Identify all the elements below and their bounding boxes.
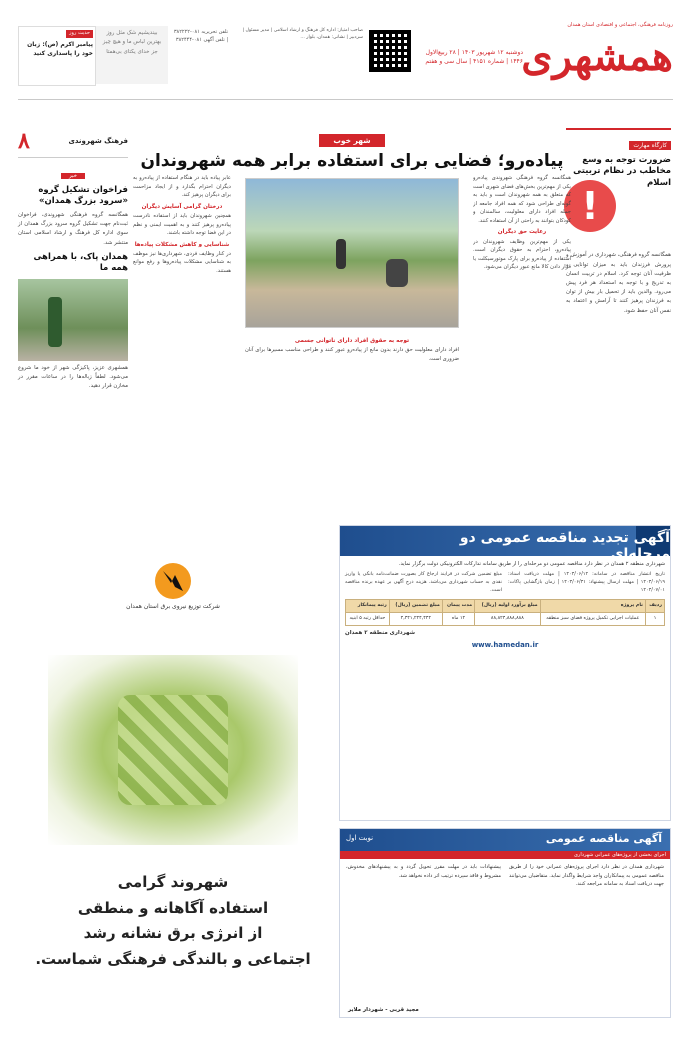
contact-phones: تلفن تحریریه ۰۸۱-۳۸۲۲۲۲ | تلفن آگهی ۰۸۱-۳۸۲۴۴۴: [173, 29, 228, 43]
left-news-tag: [18, 162, 128, 181]
public-tender-title: آگهی مناقصه عمومی: [545, 832, 662, 845]
tender-title: آگهی تجدید مناقصه عمومی دو مرحله‌ای: [459, 530, 670, 562]
tender-table: [345, 599, 665, 626]
sidewalk-photo: [245, 178, 459, 328]
article-column-2: [133, 174, 231, 500]
masthead: [18, 18, 673, 100]
public-tender-body: [340, 859, 670, 893]
td-row: ۱: [645, 612, 664, 625]
public-tender-notice: [339, 828, 671, 1018]
main-kicker-label: شهر خوب: [319, 134, 384, 147]
left-section-title: فرهنگ شهروندی: [68, 137, 128, 145]
article-column-1: [473, 174, 571, 500]
public-tender-subtitle: اجرای بخشی از پروژه‌های عمرانی شهرداری: [340, 851, 670, 859]
article-col2-text: عابر پیاده باید در هنگام استفاده از پیاده‌رو به دیگران احترام بگذارد و از ایجاد مزاحمت برای دیگران پرهیز کند.: [133, 175, 231, 199]
municipality-url[interactable]: www.hamedan.ir: [471, 640, 539, 649]
td-guarantee: ۴,۴۴۱,۲۴۴,۴۴۴: [389, 612, 442, 625]
main-kicker: [133, 128, 571, 147]
table-row: [346, 612, 665, 625]
th-guarantee: مبلغ تضمین (ریال): [389, 599, 442, 612]
article-col1-subhead: رعایت حق دیگران: [497, 229, 547, 236]
tender-table-header: [346, 599, 665, 612]
electricity-slogan: [18, 870, 328, 972]
left-section-header: [18, 128, 128, 158]
th-estimate: مبلغ برآورد اولیه (ریال): [475, 599, 541, 612]
article-col3-text: افراد دارای معلولیت حق دارند بدون مانع از پیاده‌رو عبور کنند و طراحی مناسب مسیرها برای آنان ضروری است.: [245, 347, 459, 362]
tender-columns: [345, 571, 665, 595]
tender-body: [340, 556, 670, 655]
power-logo-icon: [155, 563, 191, 599]
public-tender-col-a: شهرداری همدان در نظر دارد اجرای پروژه‌های عمرانی خود را از طریق مناقصه عمومی به پیمانکاران واجد شرایط واگذار نماید. متقاضیان می‌توانند جهت دریافت اسناد به سامانه مراجعه کنند.: [509, 864, 664, 887]
td-project: عملیات اجرایی تکمیل پروژه فضای سبز منطقه: [540, 612, 645, 625]
public-tender-col-b: پیشنهادات باید در مهلت مقرر تحویل گردد و به پیشنهادهای مخدوش، مشروط و فاقد سپرده ترتیب اثر داده نخواهد شد.: [346, 864, 501, 879]
article-col4-subhead: شناسایی و کاهش مشکلات پیاده‌ها: [134, 241, 230, 248]
street-cleaner-photo: [18, 279, 128, 361]
tender-col-a: تاریخ انتشار مناقصه در سامانه: ۱۴۰۳/۰۶/۱۲ | مهلت دریافت اسناد: ۱۴۰۳/۰۶/۱۹ | مهلت ارسال پیشنهاد: ۱۴۰۳/۰۶/۳۱ | زمان بازگشایی پاکات: ۱۴۰۳/۰۷/۰۱: [508, 571, 665, 594]
left-headline-2: همدان پاک، با همراهی همه ما: [33, 251, 128, 274]
slogan-line-2: استفاده آگاهانه و منطقی: [77, 898, 269, 917]
tender-notice: [339, 525, 671, 821]
right-column: [566, 128, 671, 500]
exclamation-icon: !: [564, 180, 616, 232]
slogan-line-1: شهروند گرامی: [117, 873, 229, 891]
company-name: شرکت توزیع نیروی برق استان همدان: [126, 603, 220, 610]
article-col2-more: همچنین شهروندان باید از استفاده نادرست پیاده‌رو پرهیز کنند و به اهمیت ایمنی و نظم در این فضا توجه داشته باشند.: [133, 212, 231, 237]
issue-date: دوشنبه ۱۲ شهریور ۱۴۰۳ | ۲۸ ربیع‌الاول ۱۴۴۶ | شماره ۴۱۵۱ | سال سی و هفتم: [425, 49, 523, 65]
tender-col-b: مبلغ تضمین شرکت در فرایند ارجاع کار بصورت ضمانت‌نامه بانکی یا واریز نقدی به حساب شهرداری می‌باشد. هزینه درج آگهی بر عهده برنده مناقصه است.: [345, 571, 502, 594]
electricity-ad-top: [18, 525, 328, 865]
th-row: ردیف: [645, 599, 664, 612]
tender-header: [340, 526, 670, 562]
main-article: [133, 128, 571, 500]
right-article-title: ضرورت توجه به وسع مخاطب در نظام تربیتی اسلام: [573, 155, 671, 188]
td-duration: ۱۲ ماه: [442, 612, 474, 625]
td-rank: حداقل رتبه ۵ ابنیه: [346, 612, 390, 625]
article-col4-text: در کنار وظایف فردی، شهرداری‌ها نیز موظف به شناسایی مشکلات پیاده‌روها و رفع موانع هستند.: [133, 250, 231, 275]
company-logo: [118, 563, 228, 633]
tender-signoff: شهرداری منطقه ۲ همدان: [345, 629, 416, 636]
td-estimate: ۸۸,۸۲۴,۸۸۸,۸۸۸: [475, 612, 541, 625]
qr-code-icon: [369, 30, 411, 72]
tender-intro: شهرداری منطقه ۲ همدان در نظر دارد مناقصه عمومی دو مرحله‌ای را از طریق سامانه تدارکات الکترونیکی دولت برگزار نماید.: [398, 561, 665, 567]
right-article-body: همگانسه گروه فرهنگی، شهرداری در آموزش و پرورش فرزندان باید به میزان توانایی و ظرفیت آنان توجه کرد. اسلام در تربیت انسان به تدریج و با توجه به استعداد هر فرد پیش می‌رود. والدین باید از تحمیل بار بیش از توان به فرزندان پرهیز کنند تا آرامش و اعتماد به نفس آنان حفظ شود.: [566, 252, 671, 314]
article-col1-text: همگانسه گروه فرهنگی شهروندی پیاده‌رو یکی از مهم‌ترین بخش‌های فضای شهری است که متعلق به همه شهروندان است و باید به گونه‌ای طراحی شود که همه افراد جامعه از جمله افراد دارای معلولیت، سالمندان و کودکان بتوانند به راحتی از آن استفاده کنند.: [473, 175, 571, 224]
right-section-tag: کارگاه مهارت: [629, 141, 671, 150]
article-col3-subhead: توجه به حقوق افراد دارای ناتوانی جسمی: [294, 338, 410, 344]
newspaper-logo: همشهری: [521, 32, 673, 80]
public-tender-footer: مجید قربی - شهردار ملایر: [348, 1007, 419, 1013]
left-body-1: همگانسه گروه فرهنگی شهروندی، فراخوان ثبت‌نام جهت تشکیل گروه سرود بزرگ همدان از سوی اداره کل فرهنگ و ارشاد اسلامی استان منتشر شد.: [18, 211, 128, 246]
left-column: [18, 128, 128, 500]
slogan-line-3: از انرژی برق نشانه رشد: [83, 924, 263, 942]
left-headline-1: فراخوان تشکیل گروه «سرود بزرگ همدان»: [38, 185, 128, 207]
page-number: ۸: [18, 128, 30, 154]
public-tender-header: [340, 829, 670, 851]
electricity-ad: [18, 525, 328, 1018]
slogan-line-4: اجتماعی و بالندگی فرهنگی شماست.: [35, 949, 311, 968]
left-news-tag-label: خبر: [61, 173, 85, 179]
hadith-box: [18, 26, 96, 86]
logo-subtitle: روزنامه فرهنگی، اجتماعی و اقتصادی استان همدان: [567, 22, 673, 28]
th-rank: رتبه پیمانکار: [346, 599, 390, 612]
article-column-3: [245, 334, 459, 500]
main-headline: پیاده‌رو؛ فضایی برای استفاده برابر همه شهروندان: [140, 151, 564, 171]
th-project: نام پروژه: [540, 599, 645, 612]
left-body-2: همشهری عزیز، پاکیزگی شهر از خود ما شروع می‌شود. لطفاً زباله‌ها را در ساعات مقرر در مخازن قرار دهید.: [18, 364, 128, 389]
mast-quote: بیندیشیم شک مثل روز بهترین لباس ما و هیچ چیز جز خدای یکتای بی‌همتا: [96, 26, 168, 84]
article-col2-subhead: درختان گرامی آسایش دیگران: [141, 203, 223, 210]
main-article-body: [133, 174, 571, 500]
article-col1-more: یکی از مهم‌ترین وظایف شهروندان در پیاده‌رو، احترام به حقوق دیگران است. استفاده از پیاده‌رو برای پارک موتورسیکلت یا قرار دادن کالا مانع عبور دیگران می‌شود.: [473, 238, 571, 271]
hadith-tag: حدیث روز: [66, 30, 93, 38]
th-duration: مدت پیمان: [442, 599, 474, 612]
logo-block: [523, 22, 673, 94]
public-tender-badge: نوبت اول: [346, 834, 374, 842]
right-kicker: [566, 128, 671, 151]
hadith-text: پیامبر اکرم (ص): زبان خود را پاسداری کنید: [27, 40, 93, 57]
puzzle-graphic: [48, 655, 298, 845]
publisher-info: صاحب امتیاز: اداره کل فرهنگ و ارشاد اسلامی | مدیر مسئول | سردبیر | نشانی: همدان، بلوار ...: [242, 28, 363, 40]
